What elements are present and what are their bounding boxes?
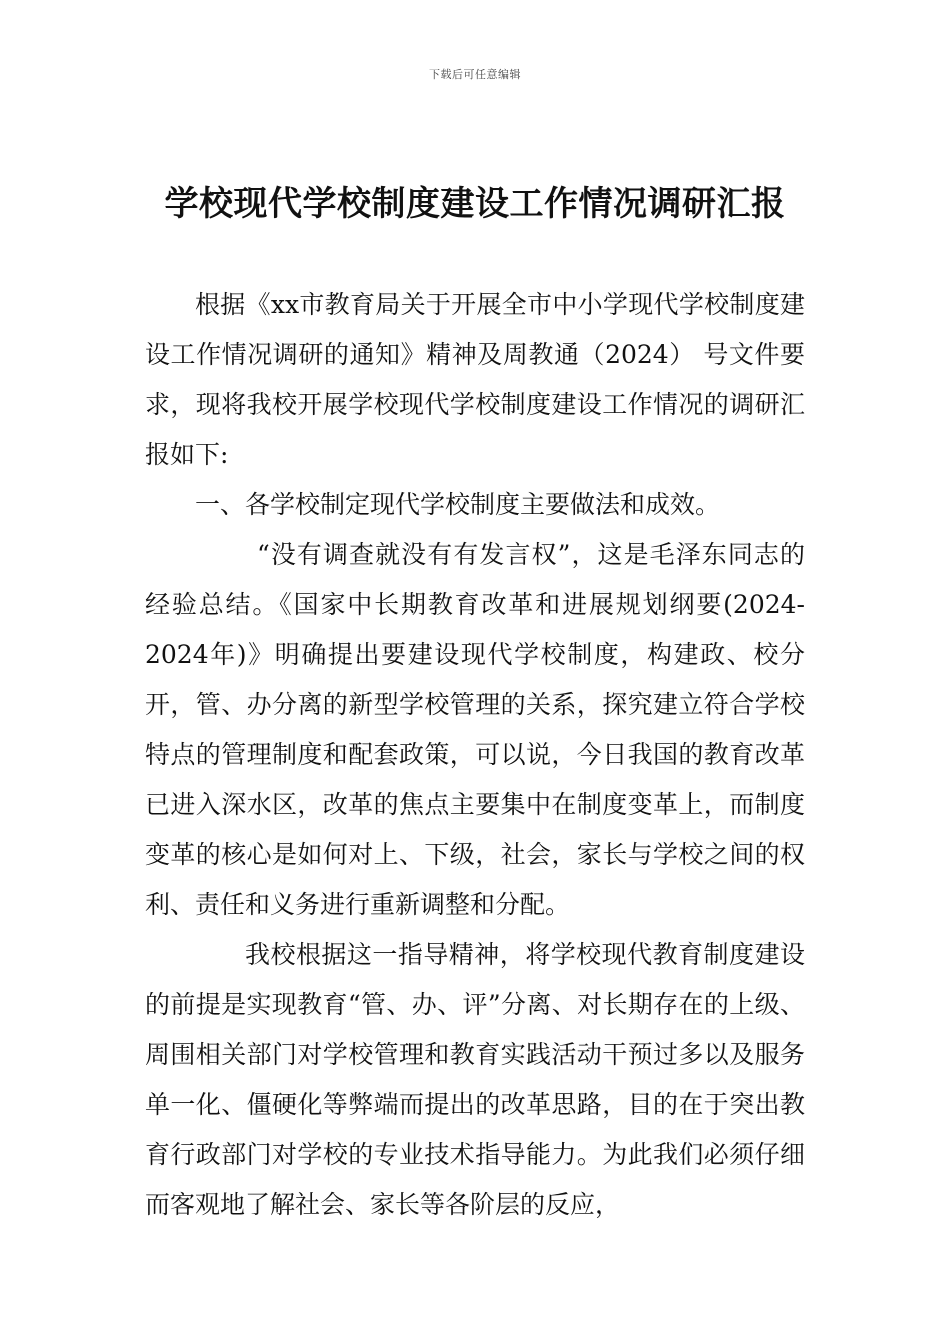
paragraph-school-practice: 我校根据这一指导精神，将学校现代教育制度建设的前提是实现教育“管、办、评”分离、对长期存在的上级、周围相关部门对学校管理和教育实践活动干预过多以及服务单一化、僵硬化等弊端而提出的改革思路，目的在于突出教育行政部门对学校的专业技术指导能力。为此我们必须仔细而客观地了解社会、家长等各阶层的反应， <box>145 940 805 1219</box>
header-note: 下载后可任意编辑 <box>429 68 521 81</box>
paragraph-intro: 根据《xx市教育局关于开展全市中小学现代学校制度建设工作情况调研的通知》精神及周教通（2024） 号文件要求，现将我校开展学校现代学校制度建设工作情况的调研汇报如下: <box>145 290 805 469</box>
paragraph-quote: “没有调查就没有有发言权”，这是毛泽东同志的经验总结。《国家中长期教育改革和进展规划纲要(2024-2024年)》明确提出要建设现代学校制度，构建政、校分开，管、办分离的新型学校管理的关系，探究建立符合学校特点的管理制度和配套政策，可以说，今日我国的教育改革已进入深水区，改革的焦点主要集中在制度变革上，而制度变革的核心是如何对上、下级，社会，家长与学校之间的权利、责任和义务进行重新调整和分配。 <box>145 540 805 919</box>
document-title: 学校现代学校制度建设工作情况调研汇报 <box>164 184 786 224</box>
section-heading: 一、各学校制定现代学校制度主要做法和成效。 <box>195 490 721 519</box>
document-body <box>145 280 805 1230</box>
